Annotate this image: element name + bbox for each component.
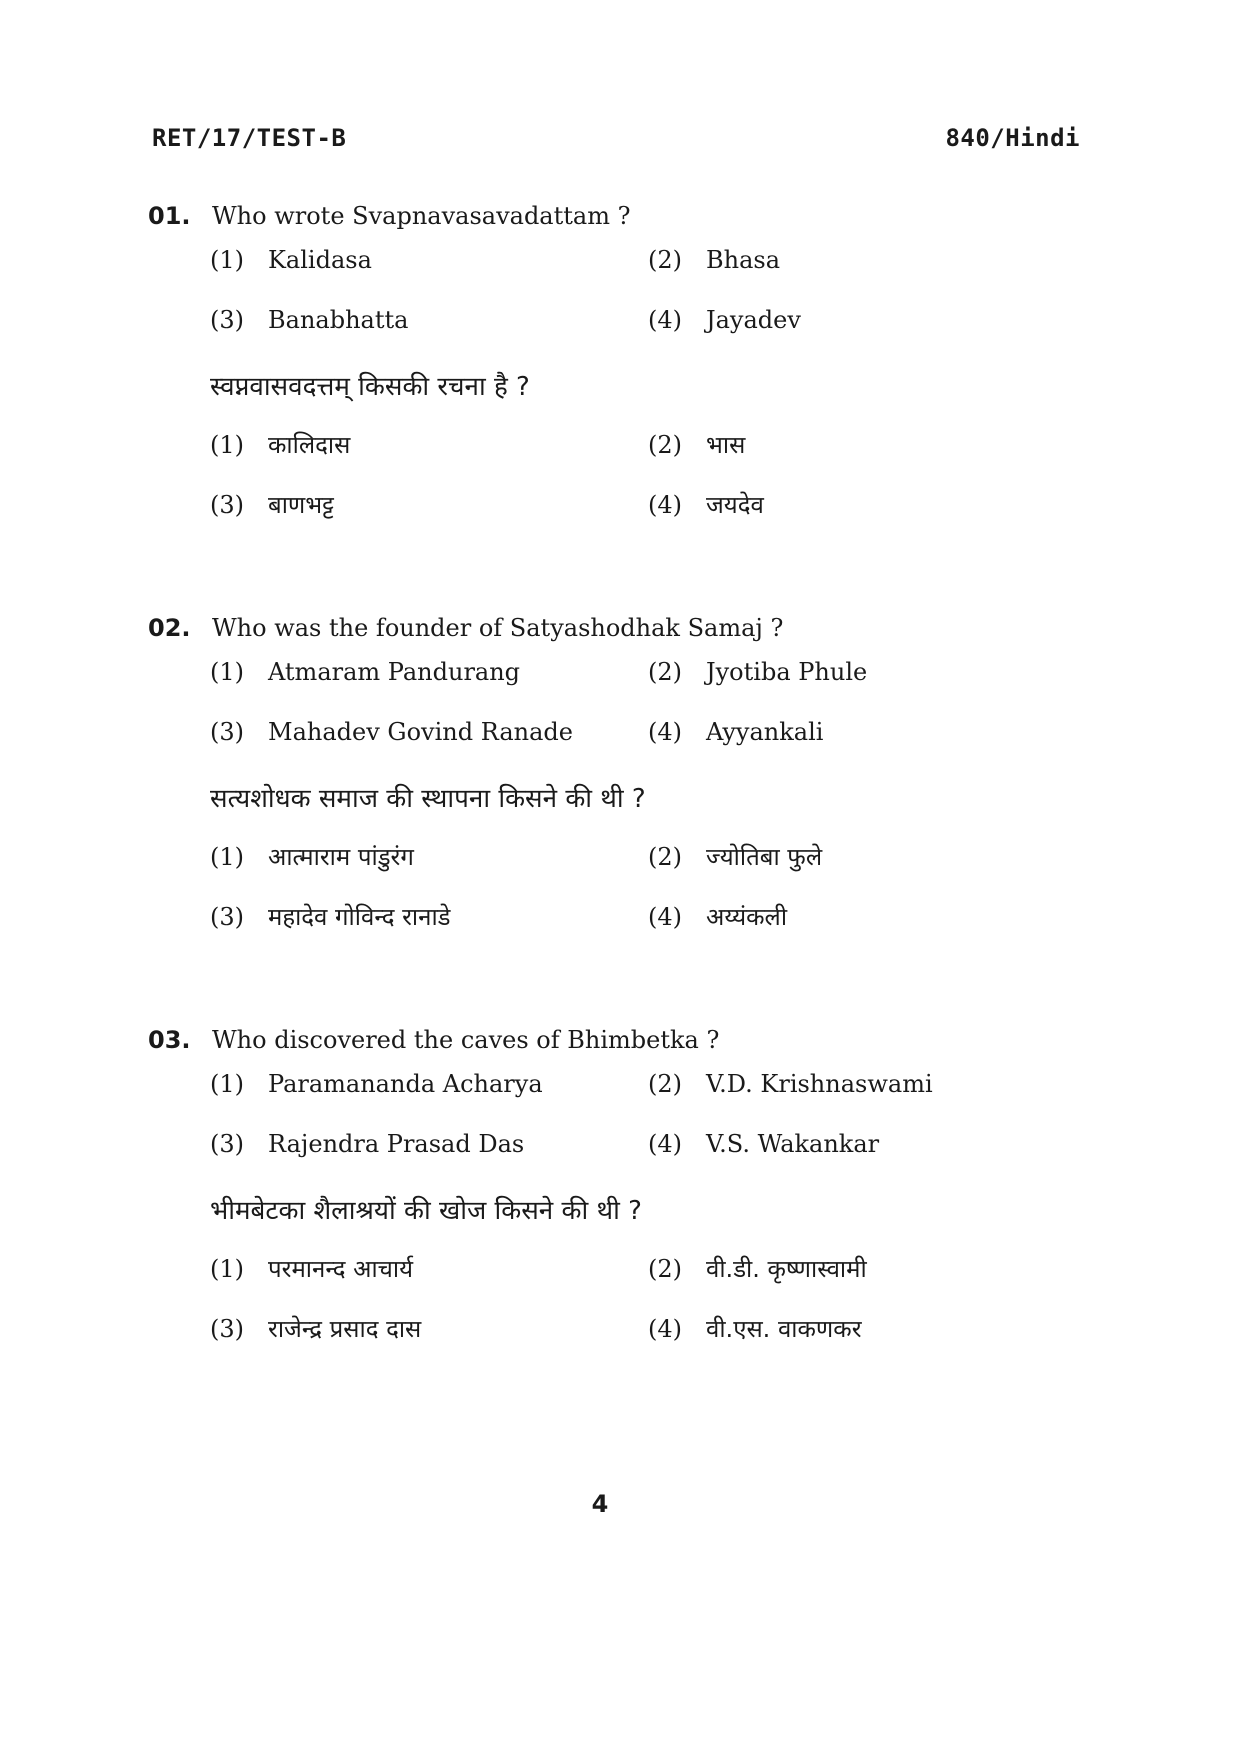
option-4-en[interactable] xyxy=(648,1130,879,1158)
option-row xyxy=(148,1302,1148,1362)
option-label: (3) xyxy=(210,1130,244,1158)
option-text: Atmaram Pandurang xyxy=(268,658,521,686)
option-row xyxy=(148,1120,1148,1180)
option-text: Ayyankali xyxy=(706,718,824,746)
question-number: 02. xyxy=(148,614,191,642)
option-1-hi[interactable] xyxy=(210,428,350,461)
option-label: (1) xyxy=(210,843,244,871)
option-4-hi[interactable] xyxy=(648,1312,862,1345)
option-label: (1) xyxy=(210,1070,244,1098)
option-row xyxy=(148,296,1148,356)
option-2-en[interactable] xyxy=(648,246,780,274)
option-label: (3) xyxy=(210,491,244,519)
question-text-en: Who was the founder of Satyashodhak Samaj ? xyxy=(212,614,784,642)
option-text: ज्योतिबा फुले xyxy=(706,843,823,871)
subject-code: 840/Hindi xyxy=(945,124,1080,152)
option-text: Bhasa xyxy=(706,246,781,274)
option-label: (1) xyxy=(210,1255,244,1283)
option-3-hi[interactable] xyxy=(210,488,334,521)
option-text: V.S. Wakankar xyxy=(706,1130,880,1158)
question-2 xyxy=(148,608,1148,950)
option-4-en[interactable] xyxy=(648,306,801,334)
option-3-hi[interactable] xyxy=(210,900,451,933)
paper-code: RET/17/TEST-B xyxy=(152,124,347,152)
question-text-hi: भीमबेटका शैलाश्रयों की खोज किसने की थी ? xyxy=(210,1196,642,1226)
option-label: (4) xyxy=(648,1315,682,1343)
option-label: (3) xyxy=(210,718,244,746)
question-number: 03. xyxy=(148,1026,191,1054)
option-row xyxy=(148,648,1148,708)
option-row xyxy=(148,236,1148,296)
option-text: आत्माराम पांडुरंग xyxy=(268,843,414,871)
option-text: बाणभट्ट xyxy=(268,491,334,519)
option-3-hi[interactable] xyxy=(210,1312,421,1345)
option-text: परमानन्द आचार्य xyxy=(268,1255,414,1283)
option-row xyxy=(148,1060,1148,1120)
option-text: Jyotiba Phule xyxy=(706,658,868,686)
question-2-stem-en xyxy=(148,608,1148,648)
option-label: (4) xyxy=(648,491,682,519)
option-text: महादेव गोविन्द रानाडे xyxy=(268,903,451,931)
option-text: V.D. Krishnaswami xyxy=(706,1070,933,1098)
option-text: Mahadev Govind Ranade xyxy=(268,718,573,746)
option-text: वी.एस. वाकणकर xyxy=(706,1315,862,1343)
option-1-en[interactable] xyxy=(210,1070,543,1098)
option-3-en[interactable] xyxy=(210,718,573,746)
option-2-en[interactable] xyxy=(648,658,867,686)
option-2-en[interactable] xyxy=(648,1070,933,1098)
option-1-hi[interactable] xyxy=(210,840,414,873)
option-label: (1) xyxy=(210,246,244,274)
option-label: (2) xyxy=(648,658,682,686)
option-text: Jayadev xyxy=(706,306,801,334)
question-1 xyxy=(148,196,1148,538)
question-text-hi: सत्यशोधक समाज की स्थापना किसने की थी ? xyxy=(210,784,646,814)
option-label: (3) xyxy=(210,306,244,334)
option-label: (4) xyxy=(648,903,682,931)
option-row xyxy=(148,708,1148,768)
option-2-hi[interactable] xyxy=(648,428,745,461)
option-text: जयदेव xyxy=(706,491,764,519)
option-label: (3) xyxy=(210,1315,244,1343)
option-text: कालिदास xyxy=(268,431,351,459)
option-label: (1) xyxy=(210,431,244,459)
option-4-en[interactable] xyxy=(648,718,823,746)
option-text: भास xyxy=(706,431,746,459)
question-text-en: Who discovered the caves of Bhimbetka ? xyxy=(212,1026,720,1054)
option-label: (2) xyxy=(648,431,682,459)
option-row xyxy=(148,890,1148,950)
option-text: Rajendra Prasad Das xyxy=(268,1130,525,1158)
option-label: (4) xyxy=(648,718,682,746)
option-text: राजेन्द्र प्रसाद दास xyxy=(268,1315,422,1343)
option-label: (3) xyxy=(210,903,244,931)
option-label: (2) xyxy=(648,843,682,871)
question-3-stem-en xyxy=(148,1020,1148,1060)
option-row xyxy=(148,830,1148,890)
option-1-hi[interactable] xyxy=(210,1252,413,1285)
question-text-en: Who wrote Svapnavasavadattam ? xyxy=(212,202,631,230)
question-3 xyxy=(148,1020,1148,1362)
option-3-en[interactable] xyxy=(210,1130,524,1158)
option-label: (4) xyxy=(648,306,682,334)
option-text: Banabhatta xyxy=(268,306,409,334)
option-label: (2) xyxy=(648,1255,682,1283)
option-3-en[interactable] xyxy=(210,306,408,334)
option-label: (2) xyxy=(648,1070,682,1098)
option-1-en[interactable] xyxy=(210,658,520,686)
option-1-en[interactable] xyxy=(210,246,372,274)
option-label: (4) xyxy=(648,1130,682,1158)
option-label: (1) xyxy=(210,658,244,686)
page-number: 4 xyxy=(591,1490,609,1518)
option-4-hi[interactable] xyxy=(648,900,787,933)
option-label: (2) xyxy=(648,246,682,274)
option-2-hi[interactable] xyxy=(648,1252,867,1285)
question-1-stem-en xyxy=(148,196,1148,236)
option-text: Paramananda Acharya xyxy=(268,1070,543,1098)
option-2-hi[interactable] xyxy=(648,840,822,873)
option-row xyxy=(148,418,1148,478)
option-row xyxy=(148,478,1148,538)
question-text-hi: स्वप्नवासवदत्तम् किसकी रचना है ? xyxy=(210,372,530,402)
option-text: अय्यंकली xyxy=(706,903,788,931)
option-text: Kalidasa xyxy=(268,246,372,274)
option-4-hi[interactable] xyxy=(648,488,764,521)
question-number: 01. xyxy=(148,202,191,230)
option-text: वी.डी. कृष्णास्वामी xyxy=(706,1255,867,1283)
option-row xyxy=(148,1242,1148,1302)
